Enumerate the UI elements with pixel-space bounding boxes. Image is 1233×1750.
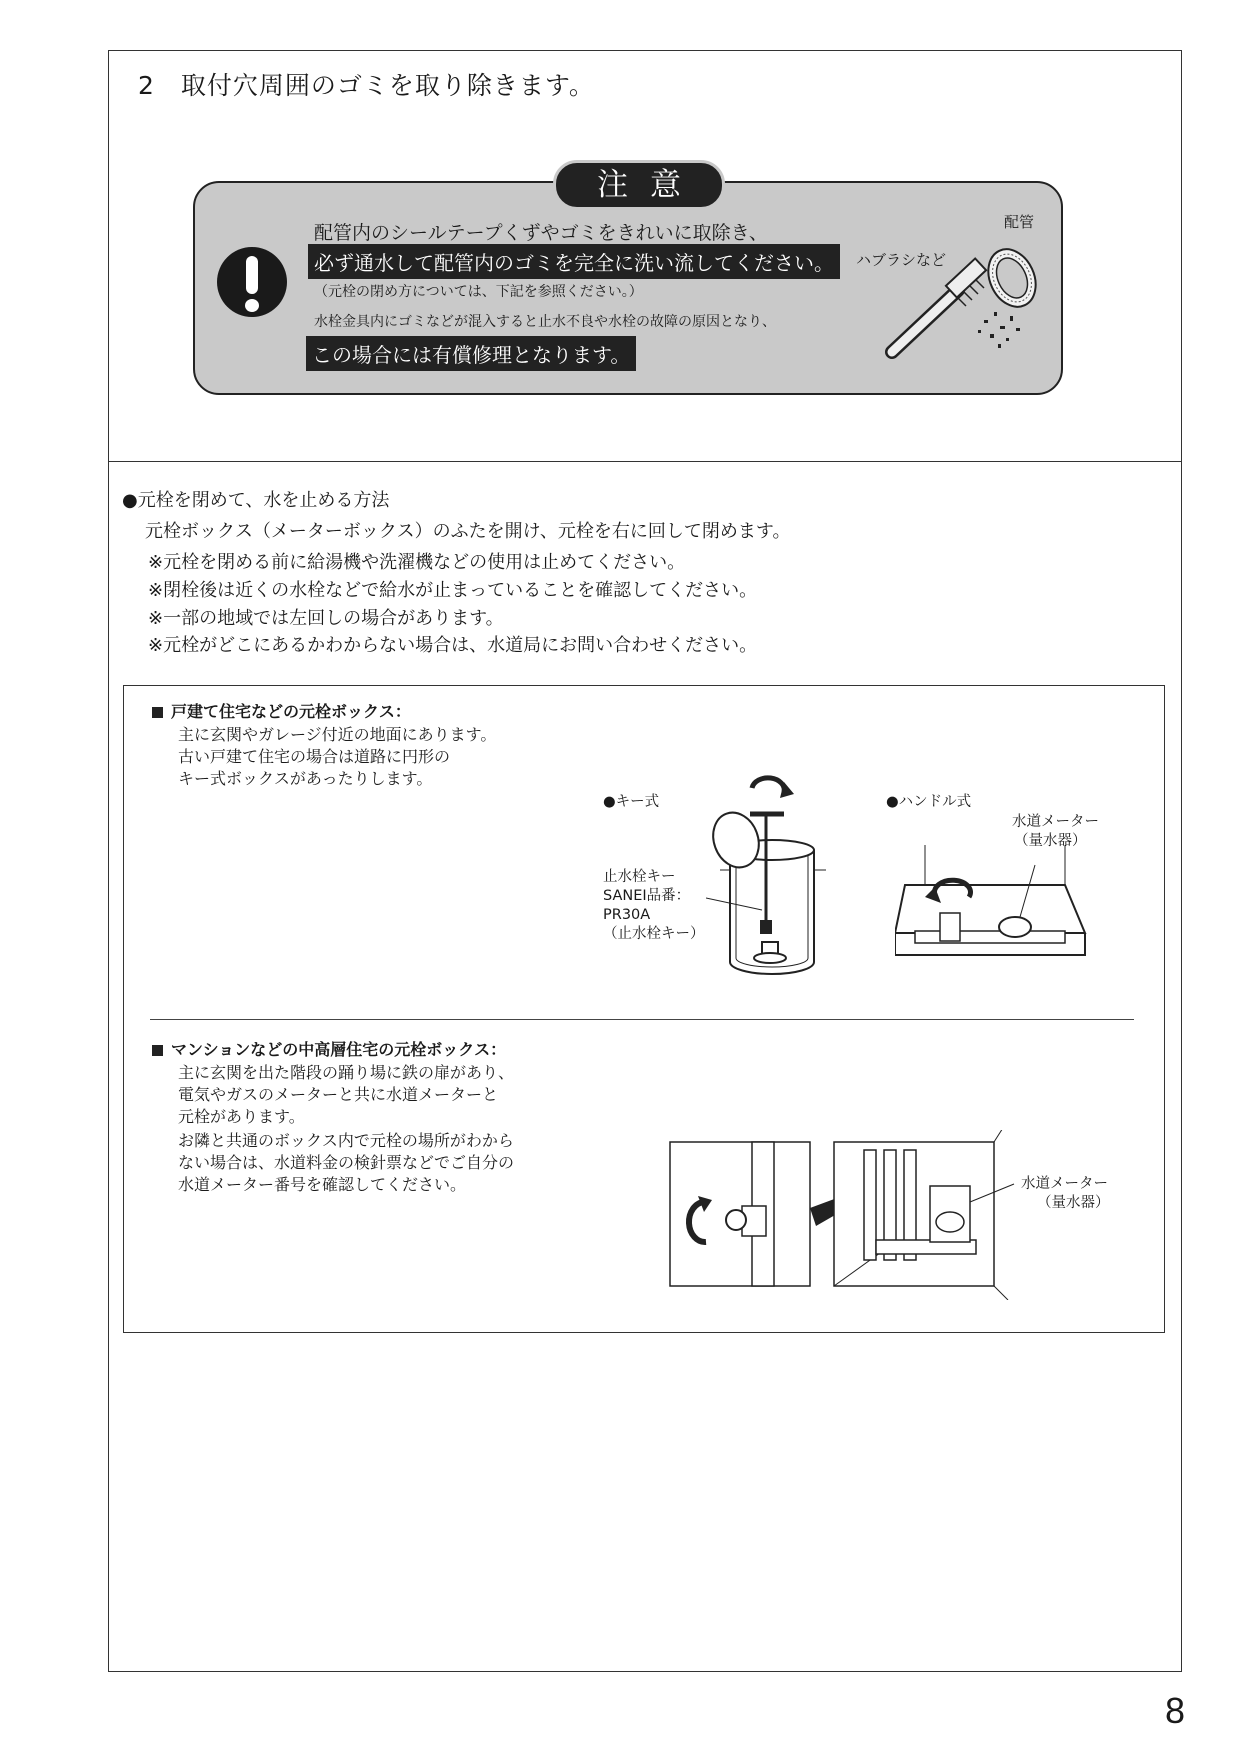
- toothbrush-pipe-illustration: [880, 240, 1050, 370]
- step-title: 2 取付穴周囲のゴミを取り除きます。: [138, 71, 595, 100]
- square-bullet-icon: [152, 707, 163, 718]
- mansion-section-title: マンションなどの中高層住宅の元栓ボックス：: [152, 1037, 506, 1060]
- house-text: 古い戸建て住宅の場合は道路に円形の: [178, 747, 451, 766]
- mansion-text: 電気やガスのメーターと共に水道メーターと: [178, 1085, 499, 1104]
- method-note: ※閉栓後は近くの水栓などで給水が止まっていることを確認してください。: [148, 580, 758, 601]
- caution-badge: 注意: [553, 160, 725, 210]
- house-text: キー式ボックスがあったりします。: [178, 769, 433, 788]
- house-text: 主に玄関やガレージ付近の地面にあります。: [178, 725, 497, 744]
- handle-type-valve-illustration: [895, 845, 1095, 975]
- key-type-valve-illustration: [700, 770, 840, 980]
- stop-key-label: （止水栓キー）: [603, 926, 705, 942]
- handle-type-label: ●ハンドル式: [886, 794, 972, 810]
- water-meter-label: （量水器）: [1014, 833, 1087, 849]
- mansion-text: 水道メーター番号を確認してください。: [178, 1175, 467, 1194]
- method-note: ※一部の地域では左回しの場合があります。: [148, 608, 504, 629]
- mansion-text: 主に玄関を出た階段の踊り場に鉄の扉があり、: [178, 1063, 515, 1082]
- mansion-text: ない場合は、水道料金の検針票などでご自分の: [178, 1153, 515, 1172]
- exclamation-icon-bar: [246, 256, 258, 294]
- caution-highlight-2: この場合には有償修理となります。: [306, 336, 636, 371]
- toothbrush-icon: [892, 259, 986, 352]
- water-meter-label: 水道メーター: [1021, 1176, 1108, 1192]
- method-intro: 元栓ボックス（メーターボックス）のふたを開け、元栓を右に回して閉めます。: [145, 521, 791, 542]
- mansion-valve-illustration: [668, 1130, 1038, 1300]
- rotate-arrow-icon: [752, 778, 784, 792]
- mansion-text: 元栓があります。: [178, 1107, 305, 1126]
- page-number: 8: [1165, 1690, 1186, 1731]
- exclamation-icon-dot: [245, 299, 259, 312]
- caution-line-4: 水栓金具内にゴミなどが混入すると止水不良や水栓の故障の原因となり、: [314, 314, 776, 330]
- caution-line-3: （元栓の閉め方については、下記を参照ください。）: [314, 284, 643, 300]
- water-meter-label: （量水器）: [1037, 1195, 1110, 1211]
- method-note: ※元栓がどこにあるかわからない場合は、水道局にお問い合わせください。: [148, 635, 758, 656]
- mansion-text: お隣と共通のボックス内で元栓の場所がわから: [178, 1131, 514, 1150]
- house-section-title: 戸建て住宅などの元栓ボックス：: [152, 699, 411, 722]
- water-meter-label: 水道メーター: [1012, 814, 1099, 830]
- method-heading: ●元栓を閉めて、水を止める方法: [122, 490, 390, 511]
- debris-icon: [978, 312, 1020, 348]
- panel-divider: [150, 1019, 1134, 1020]
- method-note: ※元栓を閉める前に給湯機や洗濯機などの使用は止めてください。: [148, 552, 686, 573]
- caution-line-1: 配管内のシールテープくずやゴミをきれいに取除き、: [314, 222, 768, 244]
- key-type-label: ●キー式: [603, 794, 660, 810]
- pipe-label: 配管: [1004, 213, 1035, 231]
- pipe-icon: [979, 242, 1044, 315]
- caution-highlight-1: 必ず通水して配管内のゴミを完全に洗い流してください。: [308, 244, 840, 279]
- square-bullet-icon: [152, 1045, 163, 1056]
- brush-label: ハブラシなど: [856, 251, 947, 269]
- stop-key-label: SANEI品番：: [603, 888, 691, 904]
- stop-key-label: PR30A: [603, 907, 651, 923]
- leader-line: [706, 895, 766, 915]
- stop-key-label: 止水栓キー: [603, 869, 676, 885]
- section-divider: [108, 461, 1182, 462]
